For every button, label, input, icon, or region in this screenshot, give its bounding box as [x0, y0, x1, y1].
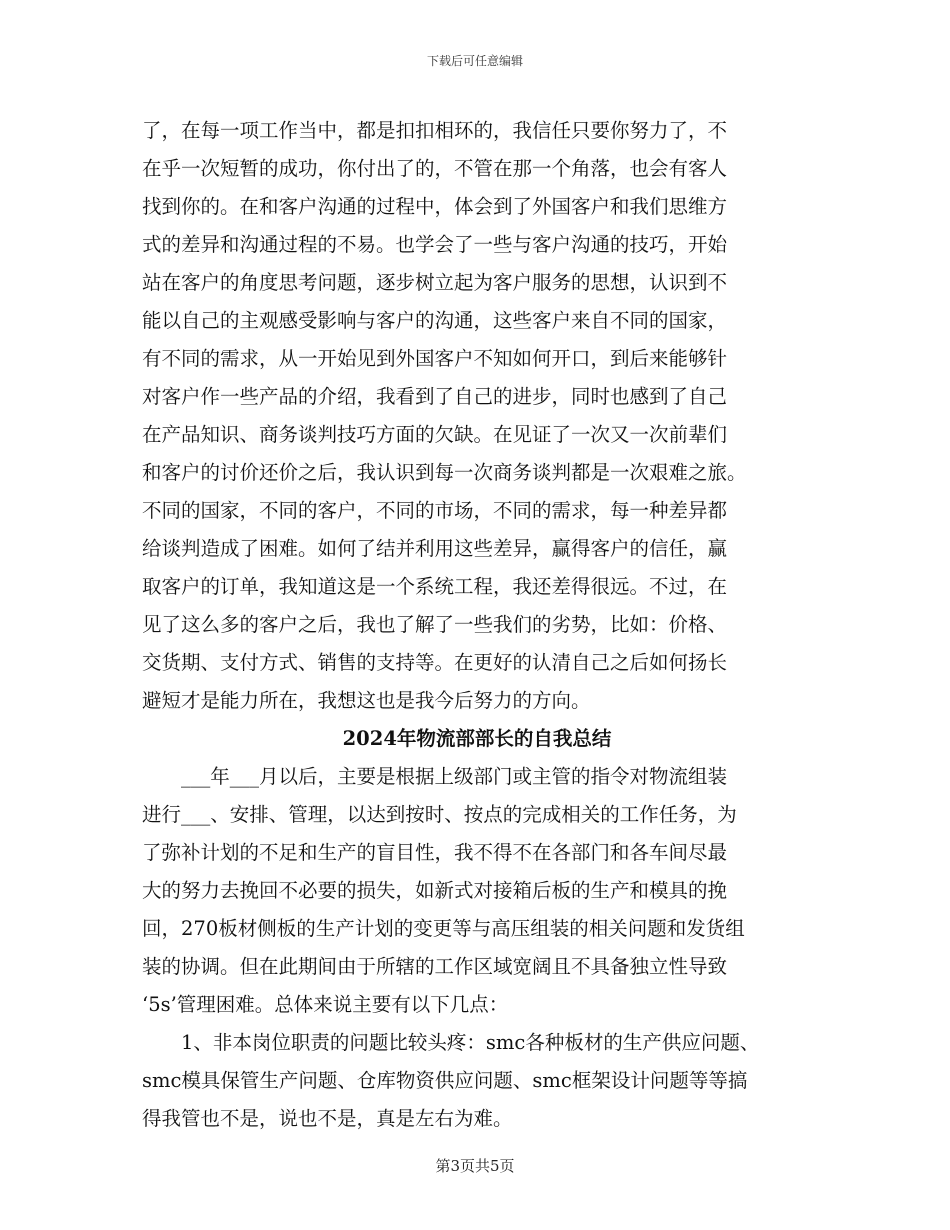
paragraph-line: 交货期、支付方式、销售的支持等。在更好的认清自己之后如何扬长: [142, 651, 728, 674]
paragraph-line: 给谈判造成了困难。如何了结并利用这些差异，赢得客户的信任，赢: [142, 537, 728, 560]
paragraph-line: ___年___月以后，主要是根据上级部门或主管的指令对物流组装: [142, 765, 728, 788]
paragraph-line: 能以自己的主观感受影响与客户的沟通，这些客户来自不同的国家，: [142, 309, 728, 332]
paragraph-line: 回，270板材侧板的生产计划的变更等与高压组装的相关问题和发货组: [142, 917, 745, 940]
paragraph-line: 装的协调。但在此期间由于所辖的工作区域宽阔且不具备独立性导致: [142, 955, 728, 978]
paragraph-line: 了弥补计划的不足和生产的盲目性，我不得不在各部门和各车间尽最: [142, 841, 728, 864]
paragraph-line: 式的差异和沟通过程的不易。也学会了一些与客户沟通的技巧，开始: [142, 233, 728, 256]
paragraph-line: 不同的国家，不同的客户，不同的市场，不同的需求，每一种差异都: [142, 499, 728, 522]
document-body: [142, 112, 812, 1138]
paragraph-line: 在产品知识、商务谈判技巧方面的欠缺。在见证了一次又一次前辈们: [142, 423, 728, 446]
paragraph-line: smc模具保管生产问题、仓库物资供应问题、smc框架设计问题等等搞: [142, 1069, 748, 1092]
page-number: 第3页共5页: [435, 1157, 515, 1175]
paragraph-line: 1、非本岗位职责的问题比较头疼：smc各种板材的生产供应问题、: [142, 1031, 760, 1054]
paragraph-line: 在乎一次短暂的成功，你付出了的，不管在那一个角落，也会有客人: [142, 157, 728, 180]
paragraph-line: 避短才是能力所在，我想这也是我今后努力的方向。: [142, 689, 591, 712]
paragraph-line: 了，在每一项工作当中，都是扣扣相环的，我信任只要你努力了，不: [142, 119, 728, 142]
paragraph-line: 对客户作一些产品的介绍，我看到了自己的进步，同时也感到了自己: [142, 385, 728, 408]
section-title: 2024年物流部部长的自我总结: [342, 727, 612, 750]
paragraph-line: ‘5s’管理困难。总体来说主要有以下几点：: [142, 993, 509, 1016]
paragraph-line: 有不同的需求，从一开始见到外国客户不知如何开口，到后来能够针: [142, 347, 728, 370]
paragraph-line: 取客户的订单，我知道这是一个系统工程，我还差得很远。不过，在: [142, 575, 728, 598]
paragraph-line: 得我管也不是，说也不是，真是左右为难。: [142, 1107, 513, 1130]
paragraph-line: 找到你的。在和客户沟通的过程中，体会到了外国客户和我们思维方: [142, 195, 728, 218]
paragraph-line: 和客户的讨价还价之后，我认识到每一次商务谈判都是一次艰难之旅。: [142, 461, 747, 484]
paragraph-line: 大的努力去挽回不必要的损失，如新式对接箱后板的生产和模具的挽: [142, 879, 728, 902]
paragraph-line: 站在客户的角度思考问题，逐步树立起为客户服务的思想，认识到不: [142, 271, 728, 294]
page-header: 下载后可任意编辑: [426, 54, 523, 68]
paragraph-line: 进行___、安排、管理，以达到按时、按点的完成相关的工作任务，为: [142, 803, 737, 826]
paragraph-line: 见了这么多的客户之后，我也了解了一些我们的劣势，比如：价格、: [142, 613, 728, 636]
